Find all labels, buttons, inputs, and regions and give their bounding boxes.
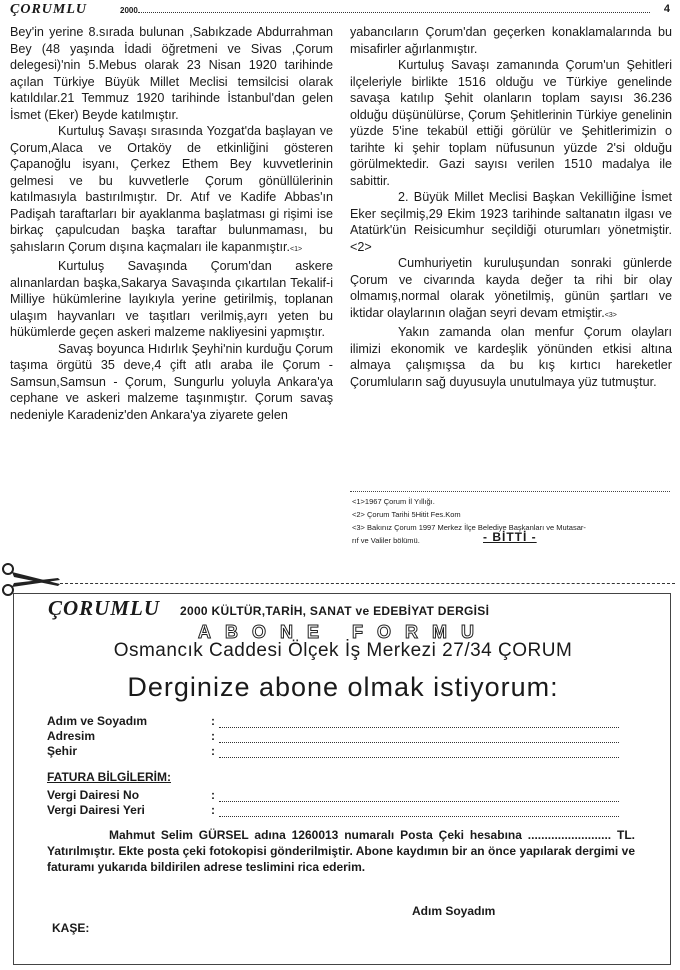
header-rule (138, 12, 650, 13)
end-mark: - BİTTİ - (483, 530, 537, 544)
form-address: Osmancık Caddesi Ölçek İş Merkezi 27/34 ÇORUM (113, 640, 573, 661)
right-column (350, 24, 672, 390)
footnote-separator (350, 491, 670, 492)
payment-text-body: Mahmut Selim GÜRSEL adına 1260013 numaralı Posta Çeki hesabına ......................... TL. Yatırılmıştır. Ekte posta çeki fotokopisi gönderilmiştir. Abone kaydımın bir an önce yapılarak dergimi ve faturamı yukarıda bildirilen adrese teslimini rica ederim. (47, 828, 635, 874)
tax-no-label: Vergi Dairesi No (47, 788, 140, 802)
left-paragraph-2-text: Kurtuluş Savaşı sırasında Yozgat'da başlayan ve Çorum,Alaca ve Ortaköy de etkinliğini gösteren Çapanoğlu isyanı, Çerkez Ethem Bey kuvvetlerinin gelmesi ve bu kuvvetlerle Çorum gönüllülerinin katılmasıyla bastırılmıştır. Dr. Atıf ve Kadife Abbas'ın Padişah taraftarları bir ayaklanma başlatması gi rişimi ise birkaç çapulcudan başka taraftar bulunmaması, bu şahısların Çorum dışına kaçmaları ile kapanmıştır. (10, 124, 333, 254)
signature-label: Adım Soyadım (412, 904, 496, 918)
address-field[interactable] (219, 741, 619, 743)
left-paragraph-3: Kurtuluş Savaşında Çorum'dan askere alınanlardan başka,Sakarya Savaşında çıkartılan Tekalif-i Milliye hükümlerine layıkıyla yerine getirilmiş, toplanan ulaşım hayvanları ve taşıtları verilmiş,ayrı yeten bu hükümlerde geçen askeri malzeme nakliyesini yapmıştır. (10, 259, 333, 339)
payment-text (47, 827, 635, 875)
right-paragraph-1: yabancıların Çorum'dan geçerken konaklamalarında bu misafirler ağırlanmıştır. (350, 25, 672, 56)
left-paragraph-4: Savaş boyunca Hıdırlık Şeyhi'nin kurduğu Çorum taşıma örgütü 35 deve,4 çift atlı araba ile Çorum - Samsun,Samsun - Çorum, Sungurlu yoluyla Ankara'ya cephane ve askeri malzeme taşınmıştır. Çorum savaş nedeniyle Karadeniz'den Ankara'ya ziyarete gelen (10, 341, 333, 422)
form-abone-title: ABONE FORMU (198, 622, 488, 642)
invoice-heading: FATURA BİLGİLERİM: (47, 770, 171, 784)
footnote-ref-3: <3> (604, 311, 617, 319)
tax-office-field[interactable] (219, 815, 619, 817)
tax-no-field[interactable] (219, 800, 619, 802)
header-brand: ÇORUMLU (10, 2, 88, 17)
tax-office-label: Vergi Dairesi Yeri (47, 803, 145, 817)
form-magazine-title: 2000 KÜLTÜR,TARİH, SANAT ve EDEBİYAT DERGİSİ (180, 604, 490, 618)
header-year: 2000 (120, 6, 138, 15)
form-headline: Derginize abone olmak istiyorum: (127, 672, 559, 702)
stamp-label: KAŞE: (52, 921, 90, 935)
page-number: 4 (663, 3, 670, 15)
form-brand: ÇORUMLU (48, 596, 161, 620)
city-label: Şehir (47, 744, 78, 758)
address-colon: : (211, 729, 215, 743)
footnote-ref-1: <1> (289, 245, 303, 253)
name-label: Adım ve Soyadım (47, 714, 148, 728)
footnote-1: <1>1967 Çorum İl Yıllığı. (352, 497, 435, 506)
city-field[interactable] (219, 756, 619, 758)
footnote-2: <2> Çorum Tarihi 5Hitit Fes.Kom (352, 510, 461, 519)
tax-office-colon: : (211, 803, 215, 817)
cut-line (60, 583, 675, 584)
footnote-3-cont: rıf ve Valiler bölümü. (352, 536, 420, 545)
right-paragraph-4-text: Cumhuriyetin kuruluşundan sonraki günlerde Çorum ve civarında kayda değer ta rihi bir olay olmamış,normal olarak yönetilmiş, günün şartları ve iktidar olaylarının olağan seyri devam etmiştir. (350, 256, 672, 320)
footnote-3: <3> Bakınız Çorum 1997 Merkez İlçe Belediye Başkanları ve Mutasar- (352, 523, 586, 532)
right-paragraph-5: Yakın zamanda olan menfur Çorum olayları ilimizi ekonomik ve kardeşlik yönünden etkisi altına almaya çalışmışsa da bu kış kırtıcı hareketler Çorumluların sağ duyusuyla unutulmaya yüz tutmuştur. (350, 325, 672, 389)
right-paragraph-2: Kurtuluş Savaşı zamanında Çorum'un Şehitleri ilçeleriyle birlikte 1516 olduğu ve Türkiye genelinde savaşa katılıp Şehit olanların toplam sayısı 36.236 olduğu düşünülürse, Çorum Şehitlerinin Türkiye genelinin yüzde 5'ine tekabül ettiği görülür ve Şehitlerimizin o tarihte ki şehir toplam nüfusunun yüzde 2'si olduğu görülmektedir. Gazi sayısı verilen 1510 madalya ile sabittir. (350, 58, 672, 188)
right-paragraph-4 (350, 255, 672, 324)
right-paragraph-3: 2. Büyük Millet Meclisi Başkan Vekilliğine İsmet Eker seçilmiş,29 Ekim 1923 tarihinde saltanatın ilgası ve Atatürk'ün Reisicumhur seçildiği oturumları yönetmiştir.<2> (350, 190, 672, 254)
page-header (10, 0, 670, 22)
name-colon: : (211, 714, 215, 728)
left-paragraph-1: Bey'in yerine 8.sırada bulunan ,Sabıkzade Abdurrahman Bey (48 yaşında İdadi öğretmeni ve Sivas ,Çorum delegesi)'nin 5.Mebus olarak 23 Nisan 1920 tarihinde açılan Türkiye Büyük Millet Meclisi temsilcisi olarak katıldılar.21 Temmuz 1920 tarihinde İstanbul'dan gelen İsmet (Eker) Beyde katılmıştır. (10, 25, 333, 122)
city-colon: : (211, 744, 215, 758)
name-field[interactable] (219, 726, 619, 728)
left-column (10, 24, 333, 423)
subscription-form (13, 593, 671, 965)
tax-no-colon: : (211, 788, 215, 802)
address-label: Adresim (47, 729, 96, 743)
left-paragraph-2 (10, 123, 333, 258)
